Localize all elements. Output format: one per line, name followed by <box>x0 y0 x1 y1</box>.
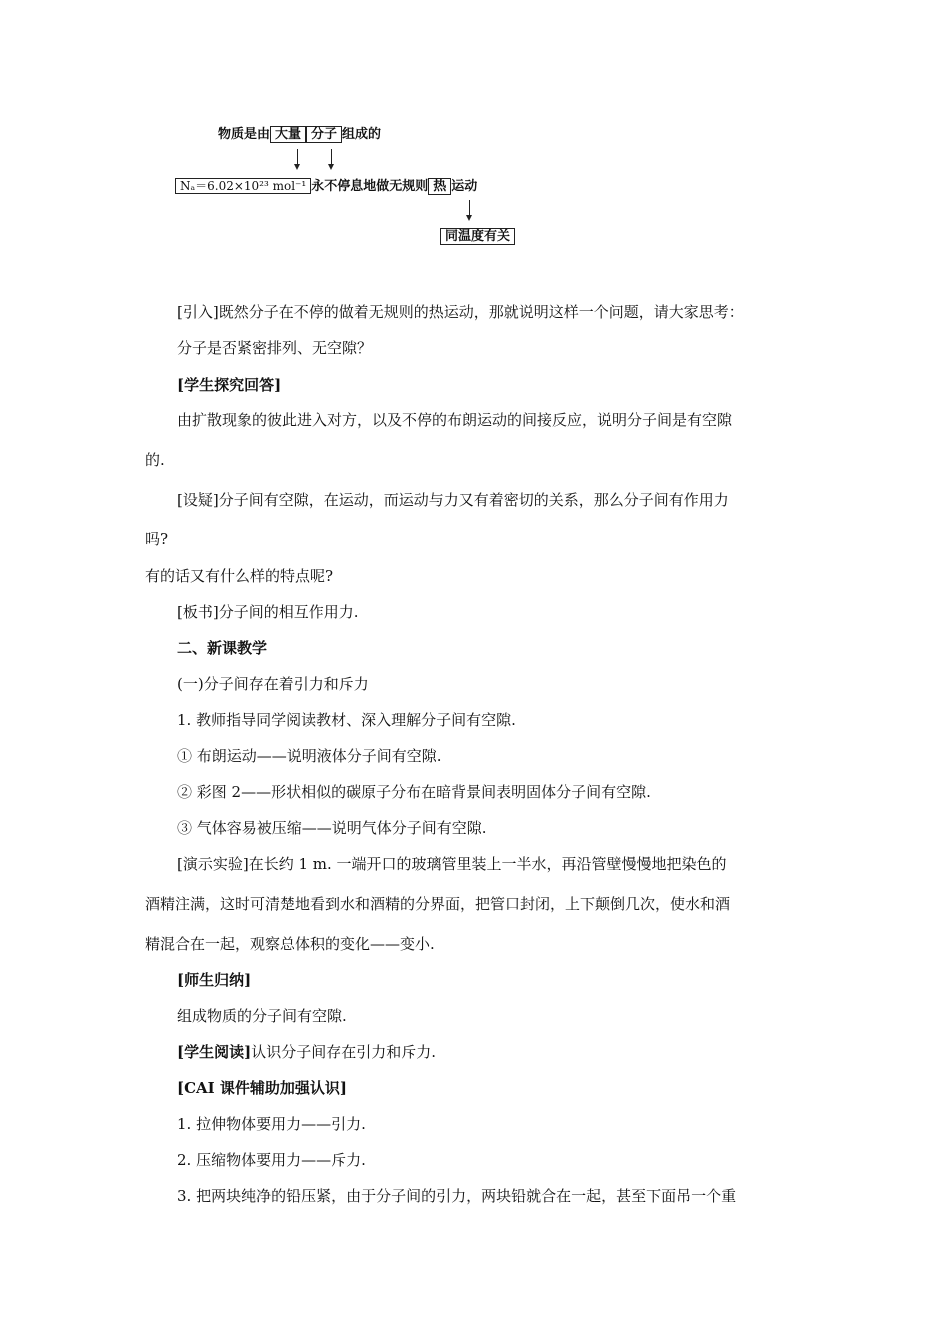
list-item: 3. 把两块纯净的铅压紧，由于分子间的引力，两块铅就合在一起，甚至下面吊一个重 <box>177 1187 737 1205</box>
box-large-quantity: 大量 <box>270 126 306 143</box>
list-item: 1. 教师指导同学阅读教材、深入理解分子间有空隙. <box>177 711 516 729</box>
row1-suffix: 组成的 <box>342 127 382 142</box>
paragraph-demo-1: [演示实验]在长约 1 m. 一端开口的玻璃管里装上一半水，再沿管壁慢慢地把染色的 <box>177 855 727 873</box>
diagram-row-1 <box>218 126 381 144</box>
list-item: ③ 气体容易被压缩——说明气体分子间有空隙. <box>177 819 487 837</box>
avogadro-box: Nₐ＝6.02×10²³ mol⁻¹ <box>175 178 311 194</box>
row2-suffix: 运动 <box>451 179 478 194</box>
paragraph-demo-3: 精混合在一起，观察总体积的变化——变小. <box>145 935 435 953</box>
paragraph-doubt-3: 有的话又有什么样的特点呢? <box>145 567 334 585</box>
arrow-down-icon <box>297 149 298 165</box>
paragraph-doubt-1: [设疑]分子间有空隙，在运动，而运动与力又有着密切的关系，那么分子间有作用力 <box>177 491 729 509</box>
section-heading-new-lesson: 二、新课教学 <box>177 639 268 657</box>
heading-summary: [师生归纳] <box>177 971 252 989</box>
paragraph-question: 分子是否紧密排列、无空隙？ <box>177 339 373 357</box>
arrow-down-icon <box>469 200 470 216</box>
concept-diagram <box>0 0 950 260</box>
box-temperature: 同温度有关 <box>440 228 515 245</box>
paragraph-answer-2: 的. <box>145 451 165 469</box>
row2-middle: 永不停息地做无规则 <box>311 179 429 194</box>
paragraph-board: [板书]分子间的相互作用力. <box>177 603 359 621</box>
arrow-down-icon <box>331 149 332 165</box>
list-item: ① 布朗运动——说明液体分子间有空隙. <box>177 747 442 765</box>
heading-student-answer: [学生探究回答] <box>177 376 282 394</box>
heading-cai: [CAI 课件辅助加强认识] <box>177 1079 348 1097</box>
row1-prefix: 物质是由 <box>218 127 271 142</box>
diagram-row-3 <box>440 228 515 246</box>
box-molecules: 分子 <box>306 126 342 143</box>
diagram-row-2 <box>175 177 477 196</box>
box-heat: 热 <box>428 178 451 195</box>
heading-student-reading: [学生阅读] <box>177 1043 252 1061</box>
paragraph-summary: 组成物质的分子间有空隙. <box>177 1007 347 1025</box>
subsection-heading: (一)分子间存在着引力和斥力 <box>177 675 369 693</box>
list-item: 2. 压缩物体要用力——斥力. <box>177 1151 366 1169</box>
paragraph-intro: [引入]既然分子在不停的做着无规则的热运动，那就说明这样一个问题，请大家思考： <box>177 303 744 321</box>
paragraph-student-reading <box>0 1041 950 1063</box>
list-item: ② 彩图 2——形状相似的碳原子分布在暗背景间表明固体分子间有空隙. <box>177 783 651 801</box>
paragraph-demo-2: 酒精注满，这时可清楚地看到水和酒精的分界面，把管口封闭，上下颠倒几次，使水和酒 <box>145 895 731 913</box>
student-reading-text: 认识分子间存在引力和斥力. <box>251 1043 436 1061</box>
paragraph-doubt-2: 吗? <box>145 530 169 548</box>
paragraph-answer-1: 由扩散现象的彼此进入对方，以及不停的布朗运动的间接反应，说明分子间是有空隙 <box>177 411 733 429</box>
list-item: 1. 拉伸物体要用力——引力. <box>177 1115 366 1133</box>
